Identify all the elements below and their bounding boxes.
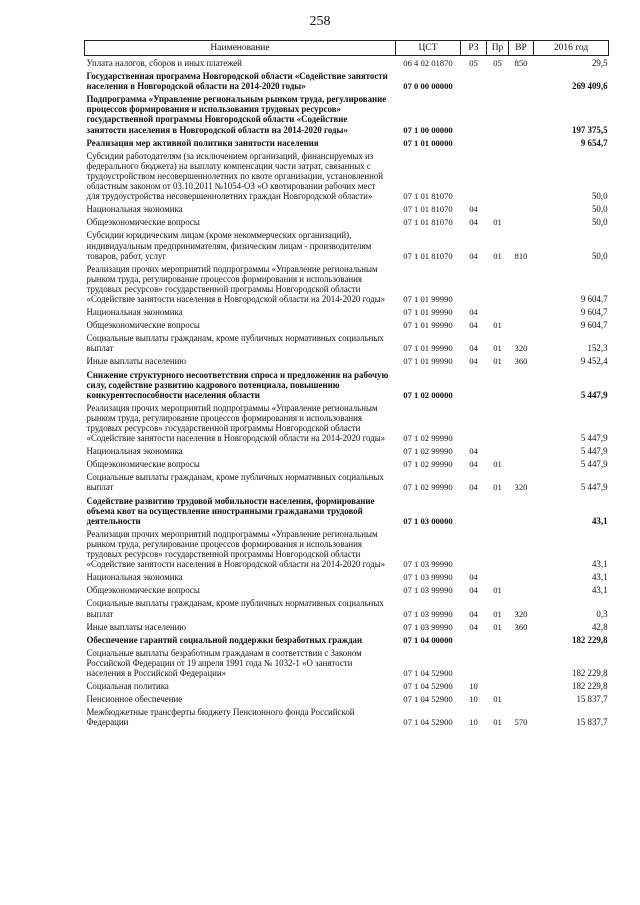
row-rz: 10: [469, 694, 478, 705]
row-rz: [461, 646, 487, 679]
row-vr: [509, 215, 534, 228]
row-pr: [487, 646, 509, 679]
row-name: Общеэкономические вопросы: [86, 459, 200, 470]
row-rz: 04: [469, 482, 478, 493]
row-amount: 269 409,6: [572, 81, 608, 92]
row-amount: 50,0: [591, 217, 608, 228]
table-row: [85, 444, 609, 457]
row-vr: [509, 692, 534, 705]
table-row: [85, 149, 609, 202]
row-pr: 01: [493, 320, 502, 331]
row-vr: [509, 646, 534, 679]
row-vr: 320: [514, 482, 528, 493]
row-vr: [509, 92, 534, 135]
row-pr: [487, 368, 509, 401]
row-cst: 07 1 02 99990: [403, 433, 453, 444]
row-vr: 320: [514, 343, 528, 354]
row-name: Национальная экономика: [86, 307, 183, 318]
row-name: Иные выплаты населению: [86, 621, 187, 632]
row-cst: 07 1 03 99990: [403, 585, 453, 596]
row-name: Субсидии юридическим лицам (кроме некоммерческих организаций), индивидуальным предпринимателям, физическим лицам - производителям товаров, работ, услуг: [86, 230, 372, 261]
row-name: Национальная экономика: [86, 204, 183, 215]
row-name: Социальная политика: [86, 681, 169, 692]
row-pr: [487, 136, 509, 149]
row-rz: 04: [469, 585, 478, 596]
row-cst: 07 1 01 00000: [403, 137, 453, 148]
row-amount: 9 604,7: [580, 293, 608, 304]
row-amount: 9 604,7: [580, 307, 608, 318]
row-pr: [487, 69, 509, 92]
page-number: 258: [309, 14, 331, 29]
table-row: [85, 692, 609, 705]
row-cst: 07 1 01 81070: [403, 217, 453, 228]
table-row: [85, 494, 609, 527]
row-amount: 9 654,7: [580, 137, 608, 148]
row-pr: 01: [493, 250, 502, 261]
row-vr: [509, 318, 534, 331]
table-row: [85, 470, 609, 493]
table-row: [85, 305, 609, 318]
row-amount: 182 229,8: [572, 667, 608, 678]
row-rz: 04: [469, 320, 478, 331]
row-pr: [487, 570, 509, 583]
row-vr: [509, 136, 534, 149]
row-amount: 197 375,5: [572, 124, 608, 135]
row-pr: [487, 444, 509, 457]
row-pr: 01: [493, 459, 502, 470]
table-row: [85, 331, 609, 354]
row-vr: 360: [514, 621, 528, 632]
header-cst: ЦСТ: [396, 41, 461, 56]
row-vr: [509, 401, 534, 444]
row-amount: 182 229,8: [572, 681, 608, 692]
row-amount: 5 447,9: [580, 389, 608, 400]
row-pr: [487, 305, 509, 318]
row-vr: [509, 149, 534, 202]
row-vr: [509, 633, 534, 646]
row-cst: 07 1 01 99990: [403, 320, 453, 331]
row-amount: 9 604,7: [580, 320, 608, 331]
header-name: Наименование: [85, 41, 396, 56]
row-vr: [509, 494, 534, 527]
row-name: Общеэкономические вопросы: [86, 217, 200, 228]
row-cst: 07 1 04 52900: [403, 667, 453, 678]
row-name: Снижение структурного несоответствия спроса и предложения на рабочую силу, содействие развитию кадрового потенциала, повышению конкурентоспособности населения области: [86, 369, 389, 400]
table-row: [85, 620, 609, 633]
row-rz: [461, 136, 487, 149]
row-cst: 07 1 02 99990: [403, 459, 453, 470]
budget-table: [84, 40, 609, 728]
row-amount: 50,0: [591, 250, 608, 261]
row-rz: [461, 262, 487, 305]
row-pr: 01: [493, 482, 502, 493]
row-name: Социальные выплаты гражданам, кроме публичных нормативных социальных выплат: [86, 472, 384, 493]
row-pr: [487, 149, 509, 202]
row-amount: 5 447,9: [580, 482, 608, 493]
row-amount: 152,3: [587, 343, 608, 354]
row-cst: 07 0 00 00000: [403, 81, 453, 92]
row-name: Общеэкономические вопросы: [86, 585, 200, 596]
row-vr: [509, 583, 534, 596]
row-rz: 05: [469, 58, 478, 68]
table-row: [85, 56, 609, 70]
table-row: [85, 69, 609, 92]
row-pr: [487, 202, 509, 215]
row-rz: [461, 149, 487, 202]
row-cst: 07 1 01 99990: [403, 293, 453, 304]
row-rz: [461, 401, 487, 444]
row-cst: 07 1 01 81070: [403, 204, 453, 215]
row-cst: 07 1 01 99990: [403, 307, 453, 318]
row-cst: 07 1 03 99990: [403, 559, 453, 570]
row-rz: [461, 494, 487, 527]
row-rz: 10: [469, 717, 478, 728]
row-rz: 04: [469, 572, 478, 583]
row-pr: [487, 527, 509, 570]
row-pr: 01: [493, 343, 502, 354]
row-vr: 850: [514, 58, 528, 68]
row-vr: [509, 679, 534, 692]
row-rz: 04: [469, 204, 478, 215]
row-rz: 04: [469, 356, 478, 367]
row-pr: [487, 262, 509, 305]
row-amount: 43,1: [591, 572, 608, 583]
row-rz: 10: [469, 681, 478, 692]
table-row: [85, 457, 609, 470]
row-cst: 06 4 02 01870: [403, 58, 453, 68]
row-cst: 07 1 04 52900: [403, 694, 453, 705]
row-cst: 07 1 02 99990: [403, 482, 453, 493]
table-row: [85, 679, 609, 692]
row-pr: 01: [493, 717, 502, 728]
header-rz: РЗ: [461, 41, 487, 56]
row-name: Реализация мер активной политики занятости населения: [86, 137, 319, 148]
row-name: Субсидии работодателям (за исключением организаций, финансируемых из федерального бюджета) на выплату компенсации части затрат, связанных с трудоустройством несовершеннолетних по квоте организации, установленной областным законом от 03.10.2011 №1054-ОЗ «О квотировании рабочих мест для трудоустройства несовершеннолетних граждан Новгородской области»: [86, 150, 384, 202]
row-cst: 07 1 04 52900: [403, 681, 453, 692]
table-row: [85, 368, 609, 401]
row-rz: [461, 69, 487, 92]
row-amount: 5 447,9: [580, 433, 608, 444]
row-pr: [487, 494, 509, 527]
table-row: [85, 401, 609, 444]
row-vr: [509, 202, 534, 215]
table-row: [85, 646, 609, 679]
row-amount: 43,1: [591, 515, 608, 526]
row-amount: 43,1: [591, 559, 608, 570]
row-name: Подпрограмма «Управление региональным рынком труда, регулирование процессов формирования и использования трудовых ресурсов» государственной программы Новгородской области «Содействие занятости населения в Новгородской области на 2014-2020 годы»: [86, 94, 387, 135]
row-amount: 15 837,7: [576, 694, 608, 705]
row-name: Национальная экономика: [86, 572, 183, 583]
table-row: [85, 262, 609, 305]
row-vr: [509, 444, 534, 457]
row-cst: 07 1 02 99990: [403, 446, 453, 457]
table-row: [85, 596, 609, 619]
row-cst: 07 1 03 99990: [403, 608, 453, 619]
row-cst: 07 1 01 81070: [403, 191, 453, 202]
row-cst: 07 1 03 99990: [403, 572, 453, 583]
row-cst: 07 1 04 00000: [403, 634, 453, 645]
row-vr: [509, 527, 534, 570]
row-cst: 07 1 00 00000: [403, 124, 453, 135]
row-rz: [461, 633, 487, 646]
row-name: Уплата налогов, сборов и иных платежей: [86, 58, 242, 68]
row-amount: 182 229,8: [572, 634, 608, 645]
row-vr: [509, 368, 534, 401]
row-name: Государственная программа Новгородской области «Содействие занятости населения в Новгородской области на 2014-2020 годы»: [86, 71, 388, 92]
row-name: Социальные выплаты гражданам, кроме публичных нормативных социальных выплат: [86, 598, 384, 619]
row-cst: 07 1 01 81070: [403, 250, 453, 261]
table-row: [85, 136, 609, 149]
row-rz: 04: [469, 343, 478, 354]
row-rz: [461, 527, 487, 570]
row-amount: 50,0: [591, 204, 608, 215]
row-pr: 01: [493, 356, 502, 367]
row-amount: 5 447,9: [580, 459, 608, 470]
row-cst: 07 1 01 99990: [403, 356, 453, 367]
table-row: [85, 318, 609, 331]
row-pr: [487, 401, 509, 444]
row-pr: 01: [493, 585, 502, 596]
row-vr: 360: [514, 356, 528, 367]
row-name: Иные выплаты населению: [86, 356, 187, 367]
row-name: Межбюджетные трансферты бюджету Пенсионного фонда Российской Федерации: [86, 707, 355, 728]
row-name: Национальная экономика: [86, 446, 183, 457]
table-row: [85, 583, 609, 596]
row-name: Реализация прочих мероприятий подпрограммы «Управление региональным рынком труда, регулирование процессов формирования и использования трудовых ресурсов» государственной программы Новгородской области «Содействие занятости населения в Новгородской области на 2014-2020 годы»: [86, 528, 386, 570]
row-name: Общеэкономические вопросы: [86, 320, 200, 331]
table-body: [85, 56, 609, 729]
row-amount: 50,0: [591, 191, 608, 202]
table-row: [85, 633, 609, 646]
table-row: [85, 354, 609, 367]
header-year: 2016 год: [534, 41, 609, 56]
table-row: [85, 527, 609, 570]
row-cst: 07 1 02 00000: [403, 389, 453, 400]
table-header-row: [85, 41, 609, 56]
row-amount: 29,5: [591, 58, 608, 68]
row-pr: [487, 633, 509, 646]
row-vr: 810: [514, 250, 528, 261]
row-vr: 320: [514, 608, 528, 619]
row-name: Социальные выплаты гражданам, кроме публичных нормативных социальных выплат: [86, 333, 384, 354]
table-row: [85, 228, 609, 261]
row-vr: [509, 457, 534, 470]
row-name: Реализация прочих мероприятий подпрограммы «Управление региональным рынком труда, регулирование процессов формирования и использования трудовых ресурсов» государственной программы Новгородской области «Содействие занятости населения в Новгородской области на 2014-2020 годы»: [86, 263, 386, 304]
row-cst: 07 1 04 52900: [403, 717, 453, 728]
row-amount: 42,8: [591, 621, 608, 632]
table-row: [85, 215, 609, 228]
row-cst: 07 1 03 00000: [403, 515, 453, 526]
row-vr: [509, 69, 534, 92]
row-rz: 04: [469, 250, 478, 261]
row-rz: 04: [469, 621, 478, 632]
row-vr: 570: [514, 717, 528, 728]
table-row: [85, 202, 609, 215]
row-pr: 05: [493, 58, 502, 68]
header-pr: Пр: [487, 41, 509, 56]
row-pr: [487, 92, 509, 135]
row-vr: [509, 305, 534, 318]
table-row: [85, 705, 609, 728]
row-cst: 07 1 01 99990: [403, 343, 453, 354]
row-name: Обеспечение гарантий социальной поддержки безработных граждан: [86, 634, 363, 645]
row-rz: 04: [469, 608, 478, 619]
row-name: Реализация прочих мероприятий подпрограммы «Управление региональным рынком труда, регулирование процессов формирования и использования трудовых ресурсов» государственной программы Новгородской области «Содействие занятости населения в Новгородской области на 2014-2020 годы»: [86, 402, 386, 444]
row-rz: 04: [469, 446, 478, 457]
header-vr: ВР: [509, 41, 534, 56]
table-row: [85, 570, 609, 583]
row-rz: 04: [469, 307, 478, 318]
row-amount: 15 837,7: [576, 717, 608, 728]
row-pr: [487, 679, 509, 692]
row-rz: [461, 368, 487, 401]
row-pr: 01: [493, 608, 502, 619]
row-vr: [509, 570, 534, 583]
row-amount: 43,1: [591, 585, 608, 596]
row-amount: 9 452,4: [580, 356, 608, 367]
row-rz: 04: [469, 459, 478, 470]
row-pr: 01: [493, 694, 502, 705]
row-vr: [509, 262, 534, 305]
row-rz: 04: [469, 217, 478, 228]
row-name: Пенсионное обеспечение: [86, 694, 183, 705]
row-cst: 07 1 03 99990: [403, 621, 453, 632]
row-pr: 01: [493, 217, 502, 228]
row-name: Социальные выплаты безработным гражданам в соответствии с Законом Российской Федерации от 19 апреля 1991 года № 1032-1 «О занятости населения в Российской Федерации»: [86, 647, 362, 678]
row-amount: 5 447,9: [580, 446, 608, 457]
table-row: [85, 92, 609, 135]
row-name: Содействие развитию трудовой мобильности населения, формирование объема квот на осуществление иностранными гражданами трудовой деятельности: [86, 495, 375, 526]
row-rz: [461, 92, 487, 135]
row-pr: 01: [493, 621, 502, 632]
row-amount: 0,3: [596, 608, 608, 619]
